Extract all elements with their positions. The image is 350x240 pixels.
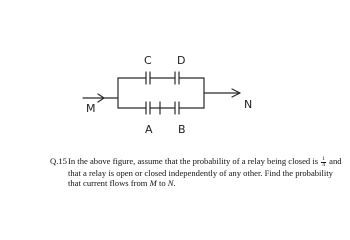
question-text	[50, 155, 344, 188]
relay-a-label: A	[145, 123, 153, 136]
question-number: Q.15	[50, 156, 67, 166]
variable-n: N	[167, 177, 174, 188]
question-part3: to	[158, 177, 166, 188]
question-part1: In the above figure, assume that the probability of a relay being closed is	[68, 156, 319, 166]
question-part2: and that a relay is open or closed independently of any other. Find the probability that current flows from	[68, 156, 342, 188]
node-m-label: M	[86, 102, 96, 115]
fraction-denominator: 4	[322, 161, 326, 168]
node-n-label: N	[244, 98, 253, 111]
variable-m: M	[149, 177, 157, 188]
relay-b-label: B	[178, 123, 186, 136]
probability-fraction	[321, 157, 326, 168]
fraction-numerator: 1	[322, 155, 326, 162]
relay-d-label: D	[177, 54, 186, 67]
question-part4: .	[173, 177, 176, 188]
relay-c-label: C	[144, 54, 152, 67]
